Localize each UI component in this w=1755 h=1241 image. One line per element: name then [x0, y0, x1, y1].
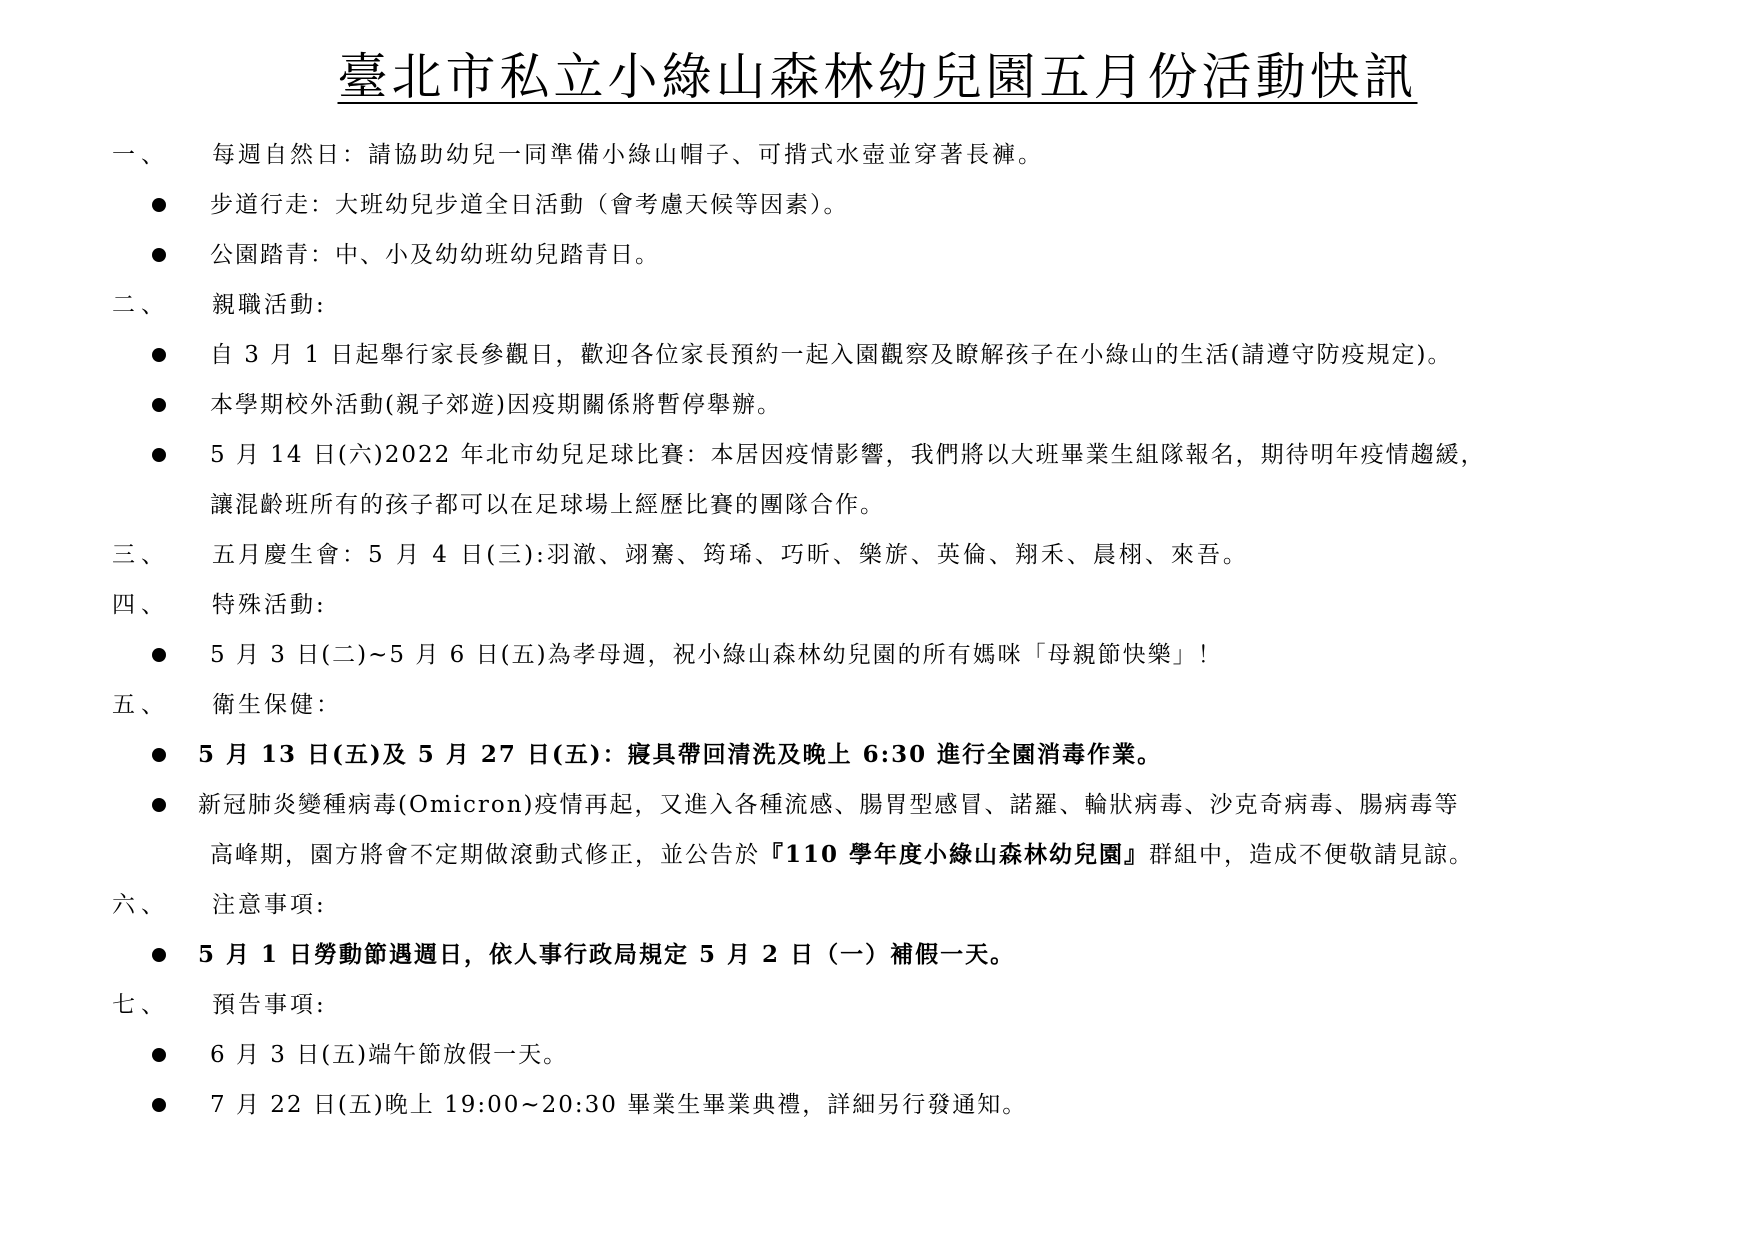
- section-heading: [0, 530, 1755, 580]
- section-number: 七、: [112, 992, 170, 1018]
- list-item: [0, 730, 1755, 780]
- list-item-text: 本學期校外活動(親子郊遊)因疫期關係將暫停舉辦。: [210, 392, 782, 418]
- list-item: [0, 930, 1755, 980]
- bullet-icon: [152, 798, 166, 812]
- section-number: 二、: [112, 292, 170, 318]
- bullet-icon: [152, 248, 166, 262]
- list-item: [0, 180, 1755, 230]
- list-item-text: 新冠肺炎變種病毒(Omicron)疫情再起，又進入各種流感、腸胃型感冒、諾羅、輪狀病毒、沙克奇病毒、腸病毒等: [198, 792, 1460, 818]
- list-item-text: 6 月 3 日(五)端午節放假一天。: [210, 1042, 569, 1068]
- list-item-text: 5 月 1 日勞動節遇週日，依人事行政局規定 5 月 2 日（一）補假一天。: [198, 941, 1016, 968]
- list-item-continuation: [0, 830, 1755, 880]
- bullet-icon: [152, 448, 166, 462]
- section-number: 六、: [112, 892, 170, 918]
- list-item-text: 7 月 22 日(五)晚上 19:00~20:30 畢業生畢業典禮，詳細另行發通知。: [210, 1092, 1028, 1118]
- section-number: 四、: [112, 592, 170, 618]
- section-heading: [0, 980, 1755, 1030]
- section-number: 三、: [112, 542, 170, 568]
- bullet-icon: [152, 748, 166, 762]
- section-heading: [0, 130, 1755, 180]
- list-item: [0, 630, 1755, 680]
- list-item: [0, 380, 1755, 430]
- page-title: 臺北市私立小綠山森林幼兒園五月份活動快訊: [337, 48, 1418, 106]
- list-item-text: 5 月 3 日(二)~5 月 6 日(五)為孝母週，祝小綠山森林幼兒園的所有媽咪「母親節快樂」！: [210, 642, 1223, 668]
- list-item: [0, 1080, 1755, 1130]
- section-number: 五、: [112, 692, 170, 718]
- list-item: [0, 430, 1755, 480]
- section-title: 注意事項:: [212, 892, 327, 918]
- section-title: 預告事項:: [212, 992, 327, 1018]
- bullet-icon: [152, 648, 166, 662]
- section-title: 每週自然日：請協助幼兒一同準備小綠山帽子、可揹式水壺並穿著長褲。: [212, 142, 1044, 168]
- bullet-icon: [152, 198, 166, 212]
- list-item-text: 步道行走：大班幼兒步道全日活動（會考慮天候等因素）。: [210, 192, 849, 218]
- newsletter-content: [0, 130, 1755, 1130]
- section-title: 特殊活動:: [212, 592, 327, 618]
- continuation-text-end: 群組中，造成不便敬請見諒。: [1149, 842, 1475, 868]
- list-item-continuation: [0, 480, 1755, 530]
- section-heading: [0, 680, 1755, 730]
- bullet-icon: [152, 348, 166, 362]
- list-item: [0, 230, 1755, 280]
- group-name: 『110 學年度小綠山森林幼兒園』: [760, 841, 1150, 868]
- list-item: [0, 330, 1755, 380]
- bullet-icon: [152, 1048, 166, 1062]
- list-item: [0, 1030, 1755, 1080]
- bullet-icon: [152, 1098, 166, 1112]
- bullet-icon: [152, 398, 166, 412]
- section-heading: [0, 280, 1755, 330]
- continuation-text-start: 高峰期，園方將會不定期做滾動式修正，並公告於: [210, 842, 760, 868]
- section-title: 親職活動:: [212, 292, 327, 318]
- list-item-text: [210, 830, 1474, 880]
- section-heading: [0, 580, 1755, 630]
- list-item-text: 公園踏青：中、小及幼幼班幼兒踏青日。: [210, 242, 660, 268]
- bullet-icon: [152, 948, 166, 962]
- list-item-text: 5 月 13 日(五)及 5 月 27 日(五)：寢具帶回清洗及晚上 6:30 進行全園消毒作業。: [198, 741, 1163, 768]
- list-item: [0, 780, 1755, 830]
- section-number: 一、: [112, 142, 170, 168]
- section-title: 五月慶生會：5 月 4 日(三):羽澈、翊騫、筠琋、巧昕、樂旂、英倫、翔禾、晨栩、來吾。: [212, 542, 1249, 568]
- list-item-text: 5 月 14 日(六)2022 年北市幼兒足球比賽：本居因疫情影響，我們將以大班畢業生組隊報名，期待明年疫情趨緩，: [210, 442, 1486, 468]
- list-item-text: 自 3 月 1 日起舉行家長參觀日，歡迎各位家長預約一起入園觀察及瞭解孩子在小綠山的生活(請遵守防疫規定)。: [210, 342, 1453, 368]
- section-heading: [0, 880, 1755, 930]
- section-title: 衛生保健：: [212, 692, 342, 718]
- list-item-text: 讓混齡班所有的孩子都可以在足球場上經歷比賽的團隊合作。: [210, 492, 885, 518]
